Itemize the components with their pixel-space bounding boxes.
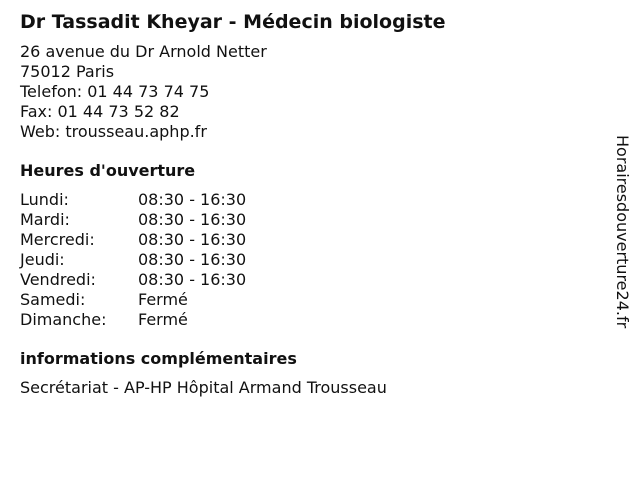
contact-block: [20, 42, 600, 142]
hours-row-thursday: [20, 250, 600, 270]
site-brand-vertical[interactable]: Horairesdouverture24.fr: [613, 135, 632, 329]
day-hours: Fermé: [138, 310, 188, 329]
day-label: Dimanche:: [20, 310, 107, 329]
day-hours: 08:30 - 16:30: [138, 190, 247, 209]
day-hours: 08:30 - 16:30: [138, 230, 247, 249]
hours-row-sunday: [20, 310, 600, 330]
day-label: Vendredi:: [20, 270, 96, 289]
additional-info-text: Secrétariat - AP-HP Hôpital Armand Trousseau: [20, 378, 387, 397]
website-line: [20, 122, 600, 142]
day-label: Lundi:: [20, 190, 69, 209]
day-label: Jeudi:: [20, 250, 65, 269]
hours-row-monday: [20, 190, 600, 210]
hours-row-friday: [20, 270, 600, 290]
day-hours: 08:30 - 16:30: [138, 270, 247, 289]
page-title: Dr Tassadit Kheyar - Médecin biologiste: [20, 11, 446, 33]
fax-number: Fax: 01 44 73 52 82: [20, 102, 180, 121]
phone-number[interactable]: Telefon: 01 44 73 74 75: [20, 82, 210, 101]
opening-hours-table: [20, 190, 600, 330]
day-hours: Fermé: [138, 290, 188, 309]
hours-row-tuesday: [20, 210, 600, 230]
additional-info-heading: informations complémentaires: [20, 349, 297, 368]
opening-hours-heading: Heures d'ouverture: [20, 161, 196, 180]
day-label: Samedi:: [20, 290, 86, 309]
street-address: 26 avenue du Dr Arnold Netter: [20, 42, 267, 61]
hours-row-saturday: [20, 290, 600, 310]
hours-row-wednesday: [20, 230, 600, 250]
day-label: Mardi:: [20, 210, 70, 229]
main-content: [20, 8, 600, 398]
day-hours: 08:30 - 16:30: [138, 210, 247, 229]
website-link[interactable]: trousseau.aphp.fr: [65, 122, 207, 141]
city-address: 75012 Paris: [20, 62, 115, 81]
website-label: Web:: [20, 122, 66, 141]
day-hours: 08:30 - 16:30: [138, 250, 247, 269]
day-label: Mercredi:: [20, 230, 95, 249]
